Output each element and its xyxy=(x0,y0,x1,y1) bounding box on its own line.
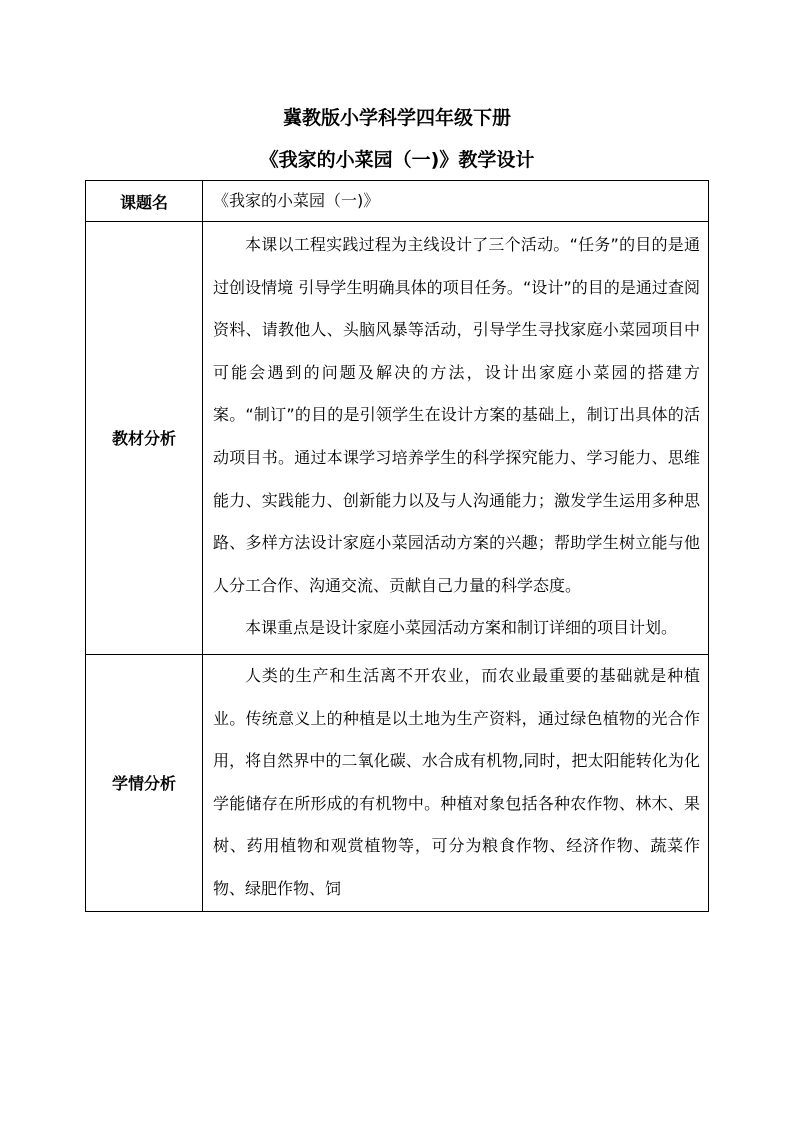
row-label-topic: 课题名 xyxy=(86,181,203,222)
lesson-plan-table xyxy=(85,180,709,912)
row-label-student-analysis: 学情分析 xyxy=(86,654,203,911)
paragraph: 人类的生产和生活离不开农业，而农业最重要的基础就是种植业。传统意义上的种植是以土地为生产资料，通过绿色植物的光合作用，将自然界中的二氧化碳、水合成有机物,同时，把太阳能转化为化学能储存在所形成的有机物中。种植对象包括各种农作物、林木、果树、药用植物和观赏植物等，可分为粮食作物、经济作物、蔬菜作物、绿肥作物、饲 xyxy=(213,665,700,898)
table-row xyxy=(86,654,709,911)
paragraph: 本课以工程实践过程为主线设计了三个活动。“任务”的目的是通过创设情境 引导学生明确具体的项目任务。“设计”的目的是通过查阅资料、请教他人、头脑风暴等活动，引导学生寻找家庭小菜园项目中可能会遇到的问题及解决的方法，设计出家庭小菜园的搭建方案。“制订”的目的是引领学生在设计方案的基础上，制订出具体的活动项目书。通过本课学习培养学生的科学探究能力、学习能力、思维能力、实践能力、创新能力以及与人沟通能力；激发学生运用多种思路、多样方法设计家庭小菜园活动方案的兴趣；帮助学生树立能与他人分工合作、沟通交流、贡献自己力量的科学态度。 xyxy=(213,235,700,595)
row-content-topic xyxy=(203,181,709,222)
paragraph: 本课重点是设计家庭小菜园活动方案和制订详细的项目计划。 xyxy=(245,618,678,638)
topic-text: 《我家的小菜园（一)》 xyxy=(213,191,380,210)
row-content-student-analysis xyxy=(203,654,709,911)
document-subtitle: 《我家的小菜园（一)》教学设计 xyxy=(259,149,535,171)
row-content-material-analysis xyxy=(203,222,709,655)
row-label-material-analysis: 教材分析 xyxy=(86,222,203,655)
document-title: 冀教版小学科学四年级下册 xyxy=(282,107,511,129)
table-row xyxy=(86,181,709,222)
table-row xyxy=(86,222,709,655)
